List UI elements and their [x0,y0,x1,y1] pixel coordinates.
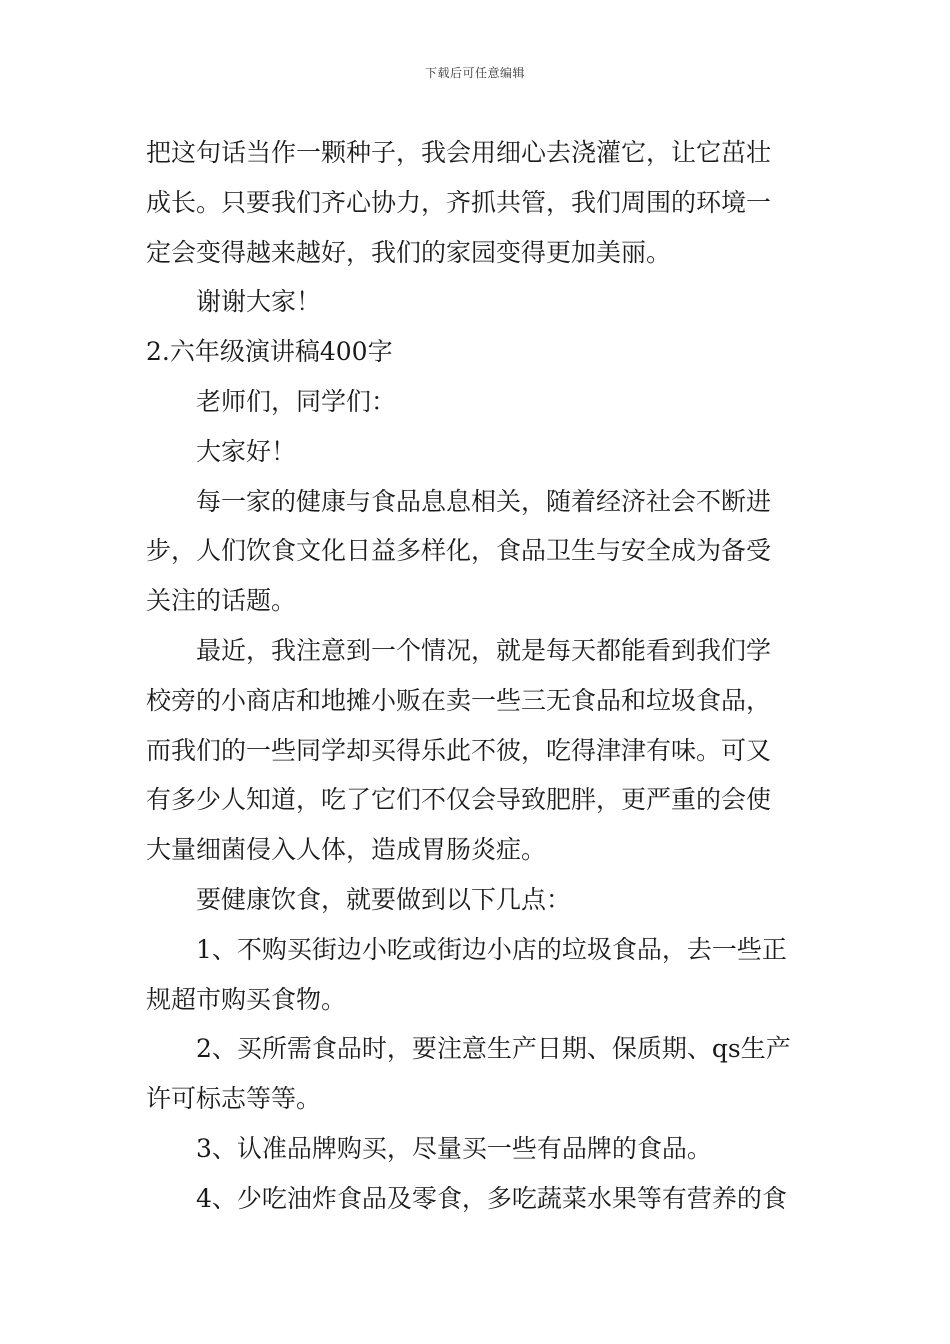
list-item: 4、少吃油炸食品及零食，多吃蔬菜水果等有营养的食 [196,1183,787,1213]
text-line: 最近，我注意到一个情况，就是每天都能看到我们学 [196,635,772,665]
list-item-continuation: 许可标志等等。 [146,1084,322,1114]
text-line: 步，人们饮食文化日益多样化，食品卫生与安全成为备受 [146,536,772,566]
list-item: 1、不购买街边小吃或街边小店的垃圾食品，去一些正 [196,934,787,964]
closing-thanks: 谢谢大家！ [196,287,322,317]
text-line: 而我们的一些同学却买得乐此不彼，吃得津津有味。可又 [146,735,772,765]
list-item: 3、认准品牌购买，尽量买一些有品牌的食品。 [196,1133,712,1163]
section-heading: 2.六年级演讲稿400字 [146,337,393,367]
text-line: 把这句话当作一颗种子，我会用细心去浇灌它，让它茁壮 [146,138,772,167]
text-line: 有多少人知道，吃了它们不仅会导致肥胖，更严重的会使 [146,785,772,815]
text-line: 校旁的小商店和地摊小贩在卖一些三无食品和垃圾食品， [146,685,772,715]
text-line: 成长。只要我们齐心协力，齐抓共管，我们周围的环境一 [146,187,772,217]
text-line: 关注的话题。 [146,586,297,616]
text-line: 每一家的健康与食品息息相关，随着经济社会不断进 [196,486,772,516]
page-header: 下载后可任意编辑 [424,66,525,80]
list-item: 2、买所需食品时，要注意生产日期、保质期、qs生产 [196,1034,791,1064]
salutation: 老师们，同学们： [196,386,397,416]
list-item-continuation: 规超市购买食物。 [146,984,347,1014]
greeting: 大家好！ [196,436,297,466]
text-line: 大量细菌侵入人体，造成胃肠炎症。 [146,835,547,865]
document-body [146,128,808,1224]
text-line: 定会变得越来越好，我们的家园变得更加美丽。 [146,237,672,267]
text-line: 要健康饮食，就要做到以下几点： [196,884,572,914]
